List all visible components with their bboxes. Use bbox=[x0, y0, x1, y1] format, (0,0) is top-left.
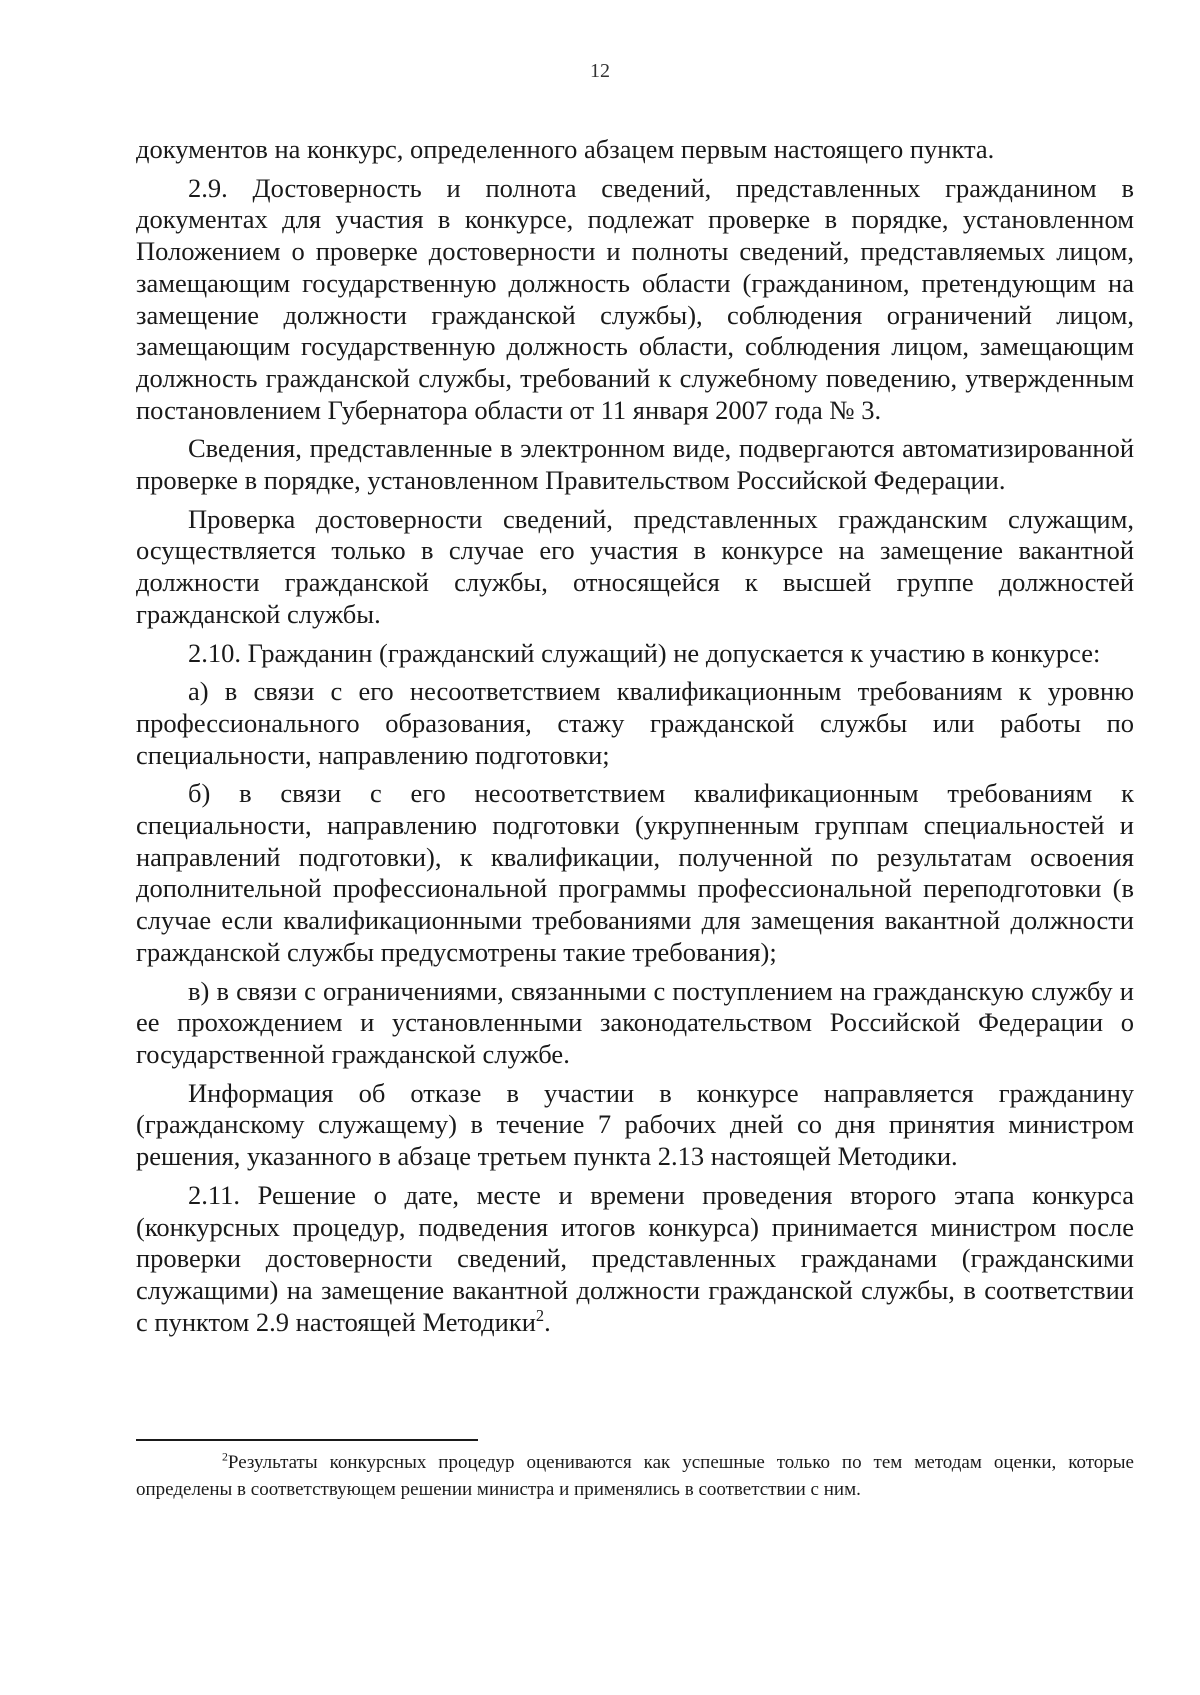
paragraph: документов на конкурс, определенного абзацем первым настоящего пункта. bbox=[136, 134, 995, 164]
footnote-reference: 2 bbox=[535, 1305, 545, 1325]
paragraph-with-footnote-ref: 2.11. Решение о дате, месте и времени проведения второго этапа конкурса (конкурсных процедур, подведения итогов конкурса) принимается министром после проверки достоверности сведений, представленных гражданами (гражданскими служащими) на замещение вакантной должности гражданской службы, в соответствии с пунктом 2.9 настоящей Методики$^2$. bbox=[136, 1179, 1134, 1337]
paragraph: 2.9. Достоверность и полнота сведений, представленных гражданином в документах для участия в конкурсе, подлежат проверке в порядке, установленном Положением о проверке достоверности и полноты сведений, представляемых лицом, замещающим государственную должность области (гражданином, претендующим на замещение должности гражданской службы), соблюдения ограничений лицом, замещающим государственную должность области, соблюдения лицом, замещающим должность гражданской службы, требований к служебному поведению, утвержденным постановлением Губернатора области от 11 января 2007 года № 3. bbox=[136, 172, 1134, 425]
footnote-marker: 2 bbox=[222, 1450, 228, 1464]
page-number: 12 bbox=[590, 60, 610, 82]
paragraph: 2.10. Гражданин (гражданский служащий) не допускается к участию в конкурсе: bbox=[188, 637, 1101, 668]
footnote bbox=[136, 1449, 1134, 1503]
paragraph: в) в связи с ограничениями, связанными с поступлением на гражданскую службу и ее прохождением и установленными законодательством Российской Федерации о государственной гражданской службе. bbox=[136, 975, 1134, 1069]
paragraph-text: 2.11. Решение о дате, месте и времени проведения второго этапа конкурса (конкурсных процедур, подведения итогов конкурса) принимается министром после проверки достоверности сведений, представленных гражданами (гражданскими служащими) на замещение вакантной должности гражданской службы, в соответствии с пунктом 2.9 настоящей Методики bbox=[136, 1179, 1134, 1337]
paragraph: Сведения, представленные в электронном виде, подвергаются автоматизированной проверке в порядке, установленном Правительством Российской Федерации. bbox=[136, 433, 1134, 496]
footnote-text: Результаты конкурсных процедур оцениваются как успешные только по тем методам оценки, которые определены в соответствующем решении министра и применялись в соответствии с ним. bbox=[136, 1452, 1134, 1500]
paragraph: Информация об отказе в участии в конкурсе направляется гражданину (гражданскому служащему) в течение 7 рабочих дней со дня принятия министром решения, указанного в абзаце третьем пункта 2.13 настоящей Методики. bbox=[136, 1077, 1134, 1172]
paragraph: а) в связи с его несоответствием квалификационным требованиям к уровню профессионального образования, стажу гражданской службы или работы по специальности, направлению подготовки; bbox=[136, 676, 1134, 770]
paragraph: Проверка достоверности сведений, представленных гражданским служащим, осуществляется только в случае его участия в конкурсе на замещение вакантной должности гражданской службы, относящейся к высшей группе должностей гражданской службы. bbox=[136, 503, 1134, 629]
paragraph: б) в связи с его несоответствием квалификационным требованиям к специальности, направлению подготовки (укрупненным группам специальностей и направлений подготовки), к квалификации, полученной по результатам освоения дополнительной профессиональной программы профессиональной переподготовки (в случае если квалификационными требованиями для замещения вакантной должности гражданской службы предусмотрены такие требования); bbox=[136, 778, 1134, 967]
body-text bbox=[136, 134, 1134, 1345]
footnote-separator bbox=[136, 1439, 478, 1441]
